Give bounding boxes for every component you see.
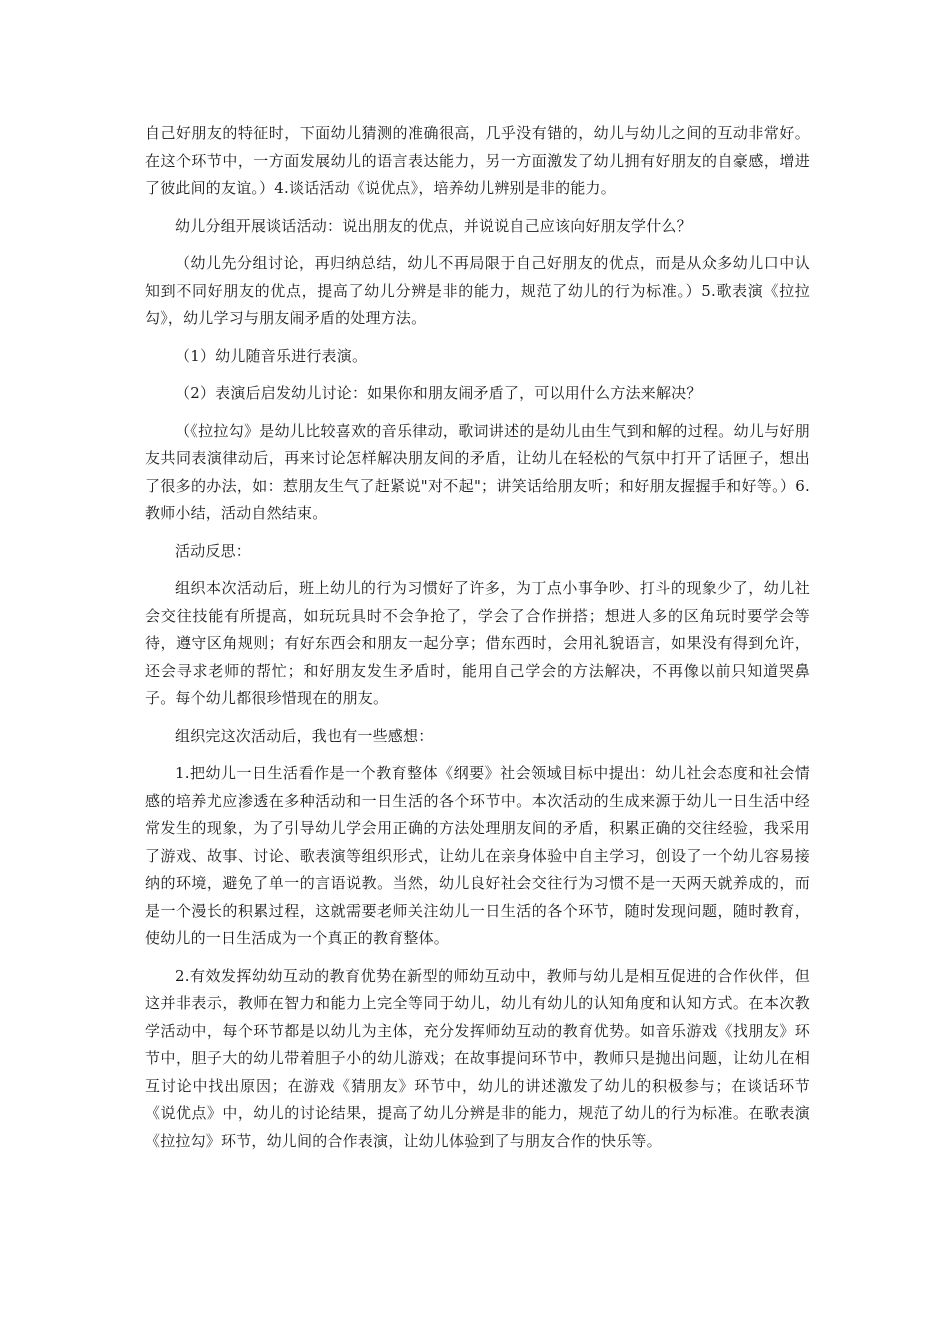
document-body bbox=[145, 120, 810, 1165]
paragraph-reflection-body: 组织本次活动后，班上幼儿的行为习惯好了许多，为丁点小事争吵、打斗的现象少了，幼儿社会交往技能有所提高，如玩玩具时不会争抢了，学会了合作拼搭；想进人多的区角玩时要学会等待，遵守区角规则；有好东西会和朋友一起分享；借东西时，会用礼貌语言，如果没有得到允许，还会寻求老师的帮忙；和好朋友发生矛盾时，能用自己学会的方法解决，不再像以前只知道哭鼻子。每个幼儿都很珍惜现在的朋友。 bbox=[145, 579, 810, 707]
paragraph-continuation: 自己好朋友的特征时，下面幼儿猜测的准确很高，几乎没有错的，幼儿与幼儿之间的互动非常好。在这个环节中，一方面发展幼儿的语言表达能力，另一方面激发了幼儿拥有好朋友的自豪感，增进了彼此间的友谊。）4.谈话活动《说优点》，培养幼儿辨别是非的能力。 bbox=[145, 124, 810, 197]
paragraph-step-1: （1）幼儿随音乐进行表演。 bbox=[175, 346, 368, 365]
paragraph-reflection-heading: 活动反思： bbox=[175, 541, 252, 560]
paragraph-song-note: （《拉拉勾》是幼儿比较喜欢的音乐律动，歌词讲述的是幼儿由生气到和解的过程。幼儿与好朋友共同表演律动后，再来讨论怎样解决朋友间的矛盾，让幼儿在轻松的气氛中打开了话匣子，想出了很多的办法，如：惹朋友生气了赶紧说"对不起"；讲笑话给朋友听；和好朋友握握手和好等。）6.教师小结，活动自然结束。 bbox=[145, 421, 810, 522]
paragraph-thought-1: 1.把幼儿一日生活看作是一个教育整体《纲要》社会领域目标中提出：幼儿社会态度和社会情感的培养尤应渗透在多种活动和一日生活的各个环节中。本次活动的生成来源于幼儿一日生活中经常发生的现象，为了引导幼儿学会用正确的方法处理朋友间的矛盾，积累正确的交往经验，我采用了游戏、故事、讨论、歌表演等组织形式，让幼儿在亲身体验中自主学习，创设了一个幼儿容易接纳的环境，避免了单一的言语说教。当然，幼儿良好社会交往行为习惯不是一天两天就养成的，而是一个漫长的积累过程，这就需要老师关注幼儿一日生活的各个环节，随时发现问题，随时教育，使幼儿的一日生活成为一个真正的教育整体。 bbox=[145, 764, 810, 947]
paragraph-step-2: （2）表演后启发幼儿讨论：如果你和朋友闹矛盾了，可以用什么方法来解决？ bbox=[175, 384, 702, 402]
paragraph-group-discussion-note: （幼儿先分组讨论，再归纳总结，幼儿不再局限于自己好朋友的优点，而是从众多幼儿口中认知到不同好朋友的优点，提高了幼儿分辨是非的能力，规范了幼儿的行为标准。）5.歌表演《拉拉勾》，幼儿学习与朋友闹矛盾的处理方法。 bbox=[145, 254, 810, 327]
paragraph-thought-2: 2.有效发挥幼幼互动的教育优势在新型的师幼互动中，教师与幼儿是相互促进的合作伙伴，但这并非表示，教师在智力和能力上完全等同于幼儿，幼儿有幼儿的认知角度和认知方式。在本次教学活动中，每个环节都是以幼儿为主体，充分发挥师幼互动的教育优势。如音乐游戏《找朋友》环节中，胆子大的幼儿带着胆子小的幼儿游戏；在故事提问环节中，教师只是抛出问题，让幼儿在相互讨论中找出原因；在游戏《猜朋友》环节中，幼儿的讲述激发了幼儿的积极参与；在谈话环节《说优点》中，幼儿的讨论结果，提高了幼儿分辨是非的能力，规范了幼儿的行为标准。在歌表演《拉拉勾》环节，幼儿间的合作表演，让幼儿体验到了与朋友合作的快乐等。 bbox=[145, 966, 810, 1150]
paragraph-group-talk: 幼儿分组开展谈话活动：说出朋友的优点，并说说自己应该向好朋友学什么？ bbox=[175, 216, 692, 235]
paragraph-thoughts-intro: 组织完这次活动后，我也有一些感想： bbox=[175, 726, 434, 745]
